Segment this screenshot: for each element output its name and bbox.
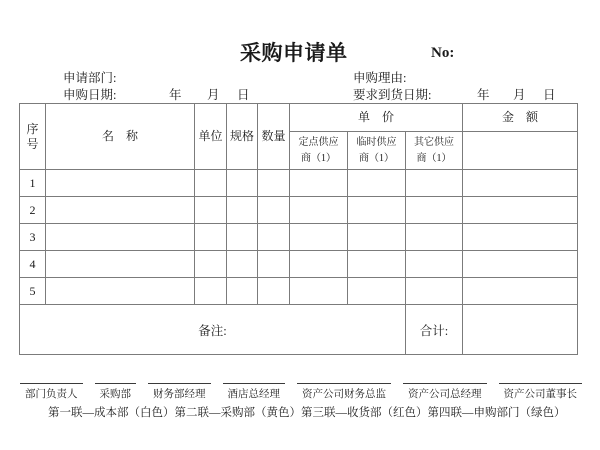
empty-cell <box>406 278 463 305</box>
copy-distribution-row <box>48 404 566 420</box>
empty-cell <box>227 278 258 305</box>
order-day-label: 日 <box>237 88 250 102</box>
form-number-label: No: <box>431 45 455 61</box>
signature-asset-gm: 资产公司总经理 <box>403 383 487 401</box>
reason-label: 申购理由: <box>353 71 407 85</box>
table-row <box>20 197 578 224</box>
col-header-unit-price: 单 价 <box>290 104 463 132</box>
empty-cell <box>227 251 258 278</box>
signature-hotel-gm: 酒店总经理 <box>223 383 286 401</box>
required-year-label: 年 <box>477 88 490 102</box>
required-day-label: 日 <box>543 88 556 102</box>
empty-cell <box>406 251 463 278</box>
col-header-fixed-supplier: 定点供应商（1） <box>290 132 348 170</box>
signature-purchasing: 采购部 <box>95 383 137 401</box>
table-row <box>20 224 578 251</box>
empty-cell <box>258 170 290 197</box>
items-table <box>19 103 578 355</box>
empty-cell <box>46 251 195 278</box>
copy-3-receiving: 第三联—收货部（红色） <box>301 407 428 419</box>
empty-cell <box>258 278 290 305</box>
empty-cell <box>348 251 406 278</box>
empty-cell <box>463 278 578 305</box>
col-header-qty: 数量 <box>258 104 290 170</box>
empty-cell <box>290 197 348 224</box>
signature-row <box>20 383 582 401</box>
empty-cell <box>463 197 578 224</box>
empty-cell <box>463 224 578 251</box>
empty-cell <box>290 170 348 197</box>
required-date-label: 要求到货日期: <box>353 88 432 102</box>
empty-cell <box>290 251 348 278</box>
total-amount-cell <box>463 305 578 355</box>
empty-cell <box>463 132 578 170</box>
form-title: 采购申请单 <box>240 42 348 65</box>
empty-cell <box>348 278 406 305</box>
empty-cell <box>227 224 258 251</box>
col-header-name: 名 称 <box>46 104 195 170</box>
table-row <box>20 278 578 305</box>
empty-cell <box>290 278 348 305</box>
empty-cell <box>406 170 463 197</box>
copy-2-purchasing: 第二联—采购部（黄色） <box>174 407 301 419</box>
empty-cell <box>290 224 348 251</box>
empty-cell <box>195 278 227 305</box>
col-header-spec: 规格 <box>227 104 258 170</box>
row-number: 2 <box>20 197 46 224</box>
empty-cell <box>463 170 578 197</box>
order-date-label: 申购日期: <box>63 88 117 102</box>
col-header-temp-supplier: 临时供应商（1） <box>348 132 406 170</box>
empty-cell <box>348 197 406 224</box>
signature-asset-chairman: 资产公司董事长 <box>499 383 583 401</box>
copy-4-applying-dept: 第四联—申购部门（绿色） <box>427 407 566 419</box>
empty-cell <box>258 224 290 251</box>
empty-cell <box>195 251 227 278</box>
signature-dept-head: 部门负责人 <box>20 383 83 401</box>
empty-cell <box>46 224 195 251</box>
row-number: 4 <box>20 251 46 278</box>
table-row <box>20 170 578 197</box>
total-label-cell: 合计: <box>406 305 463 355</box>
empty-cell <box>463 251 578 278</box>
order-year-label: 年 <box>169 88 182 102</box>
empty-cell <box>406 224 463 251</box>
empty-cell <box>258 197 290 224</box>
col-header-other-supplier: 其它供应商（1） <box>406 132 463 170</box>
empty-cell <box>348 224 406 251</box>
empty-cell <box>406 197 463 224</box>
col-header-seq: 序号 <box>20 104 46 170</box>
apply-dept-label: 申请部门: <box>63 71 117 85</box>
empty-cell <box>227 197 258 224</box>
row-number: 5 <box>20 278 46 305</box>
empty-cell <box>258 251 290 278</box>
remark-cell: 备注: <box>20 305 406 355</box>
signature-finance-mgr: 财务部经理 <box>148 383 211 401</box>
empty-cell <box>348 170 406 197</box>
empty-cell <box>195 224 227 251</box>
order-month-label: 月 <box>207 88 220 102</box>
col-header-amount: 金 额 <box>463 104 578 132</box>
empty-cell <box>46 197 195 224</box>
signature-asset-cfo: 资产公司财务总监 <box>297 383 391 401</box>
row-number: 3 <box>20 224 46 251</box>
copy-1-cost-dept: 第一联—成本部（白色） <box>48 407 175 419</box>
empty-cell <box>195 197 227 224</box>
col-header-unit: 单位 <box>195 104 227 170</box>
required-month-label: 月 <box>513 88 526 102</box>
empty-cell <box>195 170 227 197</box>
row-number: 1 <box>20 170 46 197</box>
empty-cell <box>227 170 258 197</box>
empty-cell <box>46 170 195 197</box>
empty-cell <box>46 278 195 305</box>
table-row <box>20 251 578 278</box>
